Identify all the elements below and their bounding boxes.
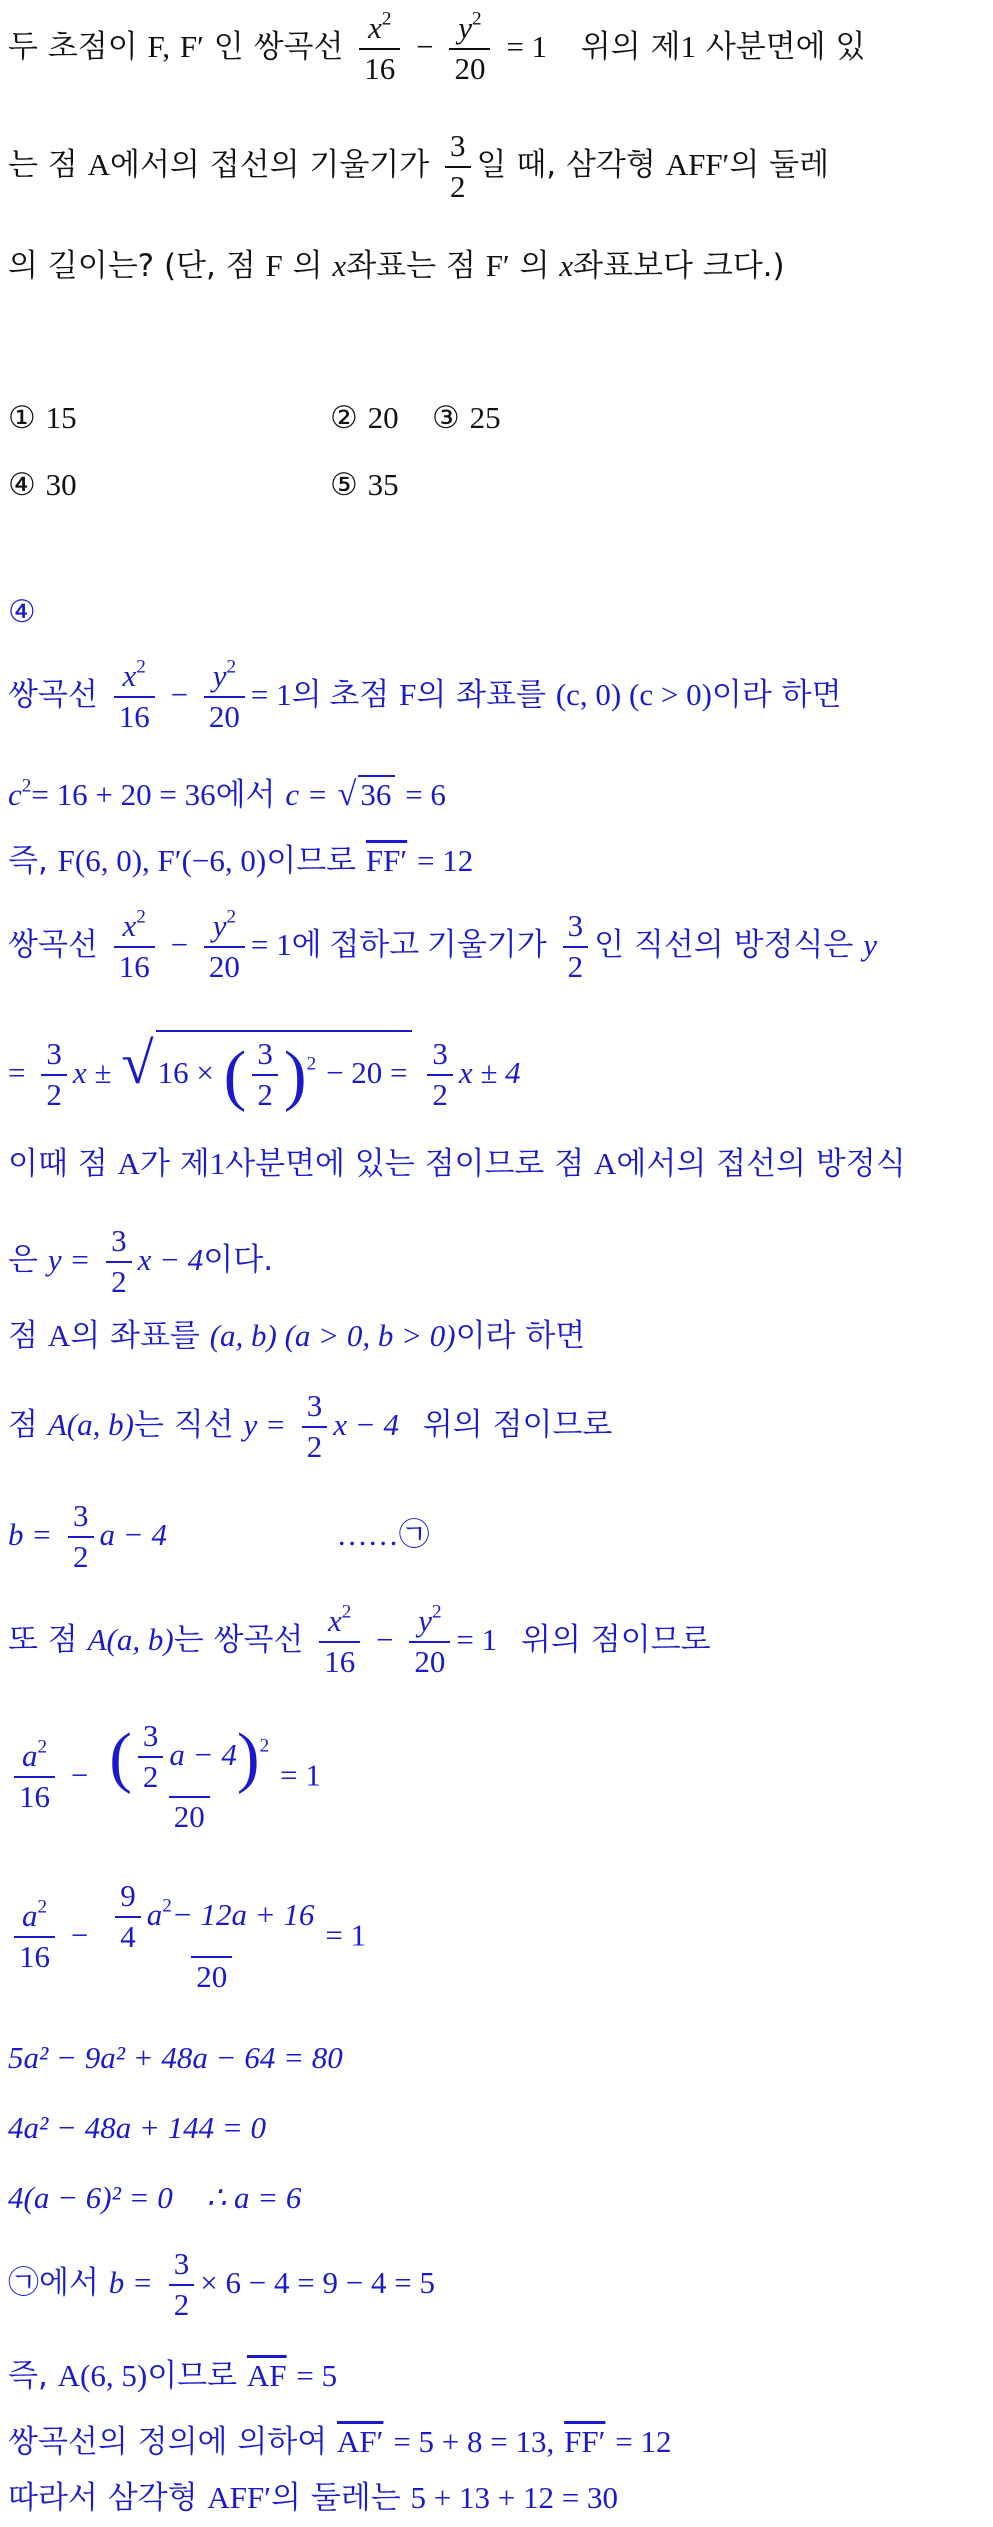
fraction (115, 1880, 141, 1953)
fraction: ( $\frac{3}{2}$ a − 4)$^2$ 20 (109, 1718, 270, 1835)
problem-text: 의 길이는? (단, 점 (8, 248, 256, 284)
choice-marker: ② (330, 400, 358, 436)
math-exp: 2 (37, 1896, 48, 1918)
fraction (445, 130, 471, 203)
math-text: F (399, 677, 417, 713)
math-num: 2 (302, 1426, 328, 1464)
math-text: A (117, 1146, 140, 1181)
math-num: 16 (319, 1641, 360, 1679)
fraction (41, 1038, 67, 1111)
math-num: 3 (173, 2246, 190, 2281)
solution-line-20 (8, 2482, 618, 2514)
choice-5[interactable] (330, 467, 399, 503)
math-text: b = (108, 2265, 153, 2301)
solution-text: 는 직선 (133, 1407, 234, 1444)
math-var: a (21, 1898, 38, 1934)
math-text: = 16 + 20 = 36 (31, 777, 216, 812)
fraction (252, 1038, 278, 1111)
solution-text: 이라 하면 (711, 677, 842, 714)
solution-text: 이때 점 (8, 1146, 108, 1182)
fraction (104, 1880, 319, 1994)
math-text: a − 4 (169, 1737, 237, 1773)
math-text: x ± 4 (458, 1055, 521, 1091)
math-exp: 2 (136, 656, 146, 678)
math-num: 3 (567, 908, 584, 943)
math-exp: 2 (431, 1601, 442, 1623)
problem-text: 두 초점이 (8, 29, 138, 66)
solution-text: 쌍곡선 (8, 677, 98, 714)
math-num: 2 (563, 946, 589, 984)
math-text: A (87, 147, 110, 183)
math-num: 20 (204, 696, 245, 734)
math-exp: 2 (259, 1735, 270, 1757)
solution-line-17 (8, 2248, 435, 2321)
solution-text: 따라서 삼각형 (8, 2480, 198, 2516)
problem-text: 는 점 (8, 147, 78, 184)
choice-value: 20 (367, 400, 399, 435)
math-exp: 2 (306, 1053, 317, 1075)
problem-text: 좌표는 점 (346, 248, 476, 284)
math-num: 3 (142, 1718, 159, 1753)
problem-text: 사분면에 있 (705, 29, 866, 66)
problem-text: 위의 제 (580, 29, 681, 66)
math-text: F (147, 29, 163, 65)
solution-text: 위의 점이므로 (521, 1622, 711, 1659)
solution-text: = 1에 접하고 기울기가 (250, 927, 547, 963)
math-exp: 2 (37, 1736, 48, 1758)
math-text: b = (8, 1517, 53, 1553)
fraction (427, 1038, 453, 1111)
choice-value: 30 (45, 467, 77, 502)
solution-text: 인 직선의 방정식은 (594, 927, 854, 964)
math-var: y (212, 908, 227, 943)
solution-text: 가 제 (139, 1146, 210, 1182)
math-var: y (418, 1603, 432, 1638)
solution-line-10 (8, 1500, 430, 1573)
sqrt-content: 16 × (157, 1055, 214, 1091)
math-text: F′ (485, 248, 510, 283)
problem-line-2 (8, 130, 829, 203)
math-text: = 6 (405, 777, 446, 812)
math-text: = 5 + 8 = 13, (393, 2424, 555, 2459)
choice-marker: ③ (432, 400, 460, 436)
math-text: − 12a + 16 (171, 1897, 315, 1933)
solution-line-8 (8, 1320, 585, 1352)
solution-line-11: 또 점 A(a, b)는 쌍곡선 $\frac{x^2}{16}$ − $\frac{y^2}{20}$ = 1 위의 점이므로 (8, 1601, 711, 1679)
math-exp: 2 (226, 906, 237, 928)
math-text: , (162, 29, 171, 65)
solution-text: 쌍곡선 (8, 927, 98, 964)
math-text: A (47, 1318, 71, 1353)
solution-text: 점 (8, 1407, 38, 1444)
math-text: = 1 (506, 29, 548, 65)
math-text: = (8, 1055, 26, 1091)
problem-text: 의 (519, 248, 550, 284)
choice-marker: ① (8, 400, 36, 436)
math-num: 16 (114, 696, 155, 734)
solution-line-3 (8, 845, 473, 877)
math-exp: 2 (472, 8, 482, 30)
equation-marker: ㉠ (8, 2265, 39, 2302)
fraction (563, 910, 589, 983)
math-num: 3 (46, 1036, 62, 1071)
math-num: 2 (427, 1074, 453, 1112)
math-num: 16 (14, 1936, 55, 1974)
math-exp: 2 (381, 8, 392, 30)
fraction (204, 906, 245, 984)
choice-value: 35 (367, 467, 399, 502)
math-text: F′ (179, 29, 204, 65)
solution-text: 의 좌표를 (70, 1318, 200, 1354)
math-text: y = (243, 1407, 286, 1443)
math-num: 16 (359, 48, 400, 86)
problem-text: 일 때, 삼각형 (476, 147, 656, 184)
math-segment: FF′ (564, 2424, 606, 2459)
solution-text: 에서의 접선의 방정식 (616, 1146, 906, 1182)
equation-marker: ㉠ (398, 1517, 430, 1554)
math-num: 2 (445, 166, 471, 204)
choice-value: 25 (469, 400, 501, 435)
math-num: 3 (257, 1036, 273, 1071)
math-var: y (458, 10, 473, 45)
sqrt-content: 36 (358, 775, 395, 810)
math-exp: 2 (136, 906, 146, 928)
fraction (449, 8, 490, 86)
solution-line-4: 쌍곡선 $\frac{x^2}{16}$ − $\frac{y^2}{20}$ = 1에 접하고 기울기가 $\frac{3}{2}$ 인 직선의 방정식은 y (8, 906, 877, 984)
solution-text: 에서 (39, 2265, 99, 2302)
math-num: 9 (120, 1878, 136, 1913)
solution-line-7 (8, 1225, 273, 1298)
solution-line-19 (8, 2426, 671, 2458)
math-num: 3 (450, 128, 466, 163)
math-num: 16 (14, 1776, 55, 1814)
math-exp: 2 (226, 656, 237, 678)
math-num: 2 (169, 2284, 195, 2322)
math-var: y (212, 658, 227, 693)
math-text: F(6, 0), F′(−6, 0) (57, 843, 267, 878)
math-num: 2 (68, 1536, 94, 1574)
fraction (319, 1601, 360, 1679)
solution-line-18 (8, 2360, 337, 2392)
solution-text: 이라 하면 (455, 1318, 586, 1354)
solution-text: 즉, (8, 2358, 48, 2394)
math-num: 20 (204, 946, 245, 984)
choice-1[interactable] (8, 400, 77, 436)
dots: …… (336, 1517, 399, 1553)
math-text: A(6, 5) (57, 2358, 148, 2393)
math-text: 4(a − 6)² = 0 (8, 2180, 173, 2215)
math-num: 2 (41, 1074, 67, 1112)
math-var: x (559, 248, 574, 283)
solution-line-9 (8, 1390, 612, 1463)
math-text: = 1 (456, 1622, 498, 1658)
solution-text: 또 점 (8, 1622, 78, 1659)
solution-text: 사분면에 있는 점이므로 점 (225, 1146, 585, 1182)
fraction (14, 1736, 55, 1814)
choice-4[interactable] (8, 467, 77, 503)
solution-line-2: $c^2= 16 + 20 = 36$에서 c = √ 36 = 6 (8, 775, 446, 813)
solution-text: 은 (8, 1242, 38, 1279)
solution-line-16 (8, 2182, 301, 2214)
math-text: = 1 (325, 1917, 367, 1953)
problem-line-1: 두 초점이 F, F′ 인 쌍곡선 $\frac{x^2}{16}$ − $\frac{y^2}{20}$ = 1 위의 제1 사분면에 있 (8, 8, 866, 86)
fraction (68, 1500, 94, 1573)
solution-text: 는 쌍곡선 (173, 1622, 304, 1659)
math-var: x (122, 908, 137, 943)
solution-text: 쌍곡선의 정의에 의하여 (8, 2424, 328, 2460)
math-text: − 20 = (326, 1055, 408, 1091)
math-num: 20 (169, 1796, 210, 1834)
math-var: c (8, 777, 22, 812)
math-segment: FF′ (365, 843, 408, 878)
math-text: × 6 − 4 = 9 − 4 = 5 (200, 2265, 435, 2301)
fraction (14, 1896, 55, 1974)
problem-text: 의 둘레 (729, 147, 830, 184)
math-num: 16 (114, 946, 155, 984)
choice-2[interactable] (330, 400, 399, 436)
math-text: = 12 (417, 843, 474, 878)
math-text: F (265, 248, 283, 283)
solution-text: 이므로 (266, 843, 357, 879)
solution-text: 에서 (215, 777, 276, 813)
solution-line-12: $\frac{a^2}{16}$ − ( $\frac{3}{2}$ a − 4)$^2$ 20 = 1 (8, 1720, 321, 1834)
solution-text: 이므로 (147, 2358, 238, 2394)
fraction (409, 1601, 450, 1679)
math-num: 3 (432, 1036, 448, 1071)
math-var: y (863, 927, 877, 963)
solution-text: 점 (8, 1318, 38, 1354)
solution-text: 이다. (203, 1242, 274, 1279)
math-segment: AF′ (337, 2424, 384, 2459)
math-num: 4 (115, 1916, 141, 1954)
math-text: x − 4 (137, 1242, 204, 1278)
math-num: 2 (252, 1074, 278, 1112)
math-text: 5 + 13 + 12 = 30 (410, 2480, 618, 2515)
solution-line-6 (8, 1148, 906, 1180)
fraction (138, 1720, 164, 1793)
solution-text: 의 둘레는 (271, 2480, 401, 2516)
math-var: x (328, 1603, 342, 1638)
answer-mark: ④ (8, 594, 36, 630)
math-text: A (594, 1146, 617, 1181)
math-text: ∴ a = 6 (206, 2180, 302, 2215)
math-text: (c, 0) (c > 0) (555, 677, 712, 713)
fraction (114, 656, 155, 734)
problem-text: 의 (292, 248, 323, 284)
math-segment: $\overline{AF}$ (246, 2358, 287, 2393)
math-exp: 2 (162, 1895, 172, 1917)
solution-line-1: 쌍곡선 $\frac{x^2}{16}$ − $\frac{y^2}{20}$ = 1의 초점 F의 좌표를 (c, 0) (c > 0)이라 하면 (8, 656, 842, 734)
solution-text: 즉, (8, 843, 48, 879)
math-num: 2 (138, 1756, 164, 1794)
math-text: 1 (680, 29, 696, 65)
math-exp: 2 (341, 1601, 352, 1623)
math-text: 1 (209, 1146, 226, 1181)
solution-line-15: 4a² − 48a + 144 = 0 (8, 2110, 267, 2145)
math-text: (a, b) (a > 0, b > 0) (209, 1318, 456, 1353)
choice-marker: ⑤ (330, 467, 358, 503)
math-var: x (368, 10, 382, 45)
math-num: 20 (449, 48, 490, 86)
problem-text: 에서의 접선의 기울기가 (110, 147, 430, 184)
math-num: 20 (409, 1641, 450, 1679)
fraction (204, 656, 245, 734)
math-text: = 12 (615, 2424, 672, 2459)
math-num: 3 (306, 1388, 323, 1423)
fraction (302, 1390, 328, 1463)
fraction (169, 2248, 195, 2321)
problem-text: 좌표보다 크다.) (573, 248, 785, 284)
fraction (106, 1225, 132, 1298)
fraction (359, 8, 400, 86)
solution-line-14: 5a² − 9a² + 48a − 64 = 80 (8, 2040, 343, 2075)
math-text: AFF′ (207, 2480, 272, 2515)
solution-text: 의 좌표를 (416, 677, 546, 714)
math-var: a (21, 1738, 38, 1774)
solution-line-5: = $\frac{3}{2}$ x ± √ 16 × ( $\frac{3}{2}$ )$^2$ − 20 = $\frac{3}{2}$ x ± 4 (8, 1031, 521, 1113)
math-text: c = (285, 777, 328, 812)
math-text: AFF′ (665, 147, 730, 183)
math-num: 2 (106, 1261, 132, 1299)
math-var: a (146, 1897, 163, 1933)
math-text: y = (47, 1242, 91, 1278)
math-text: = 5 (296, 2358, 338, 2393)
math-text: A(a, b) (47, 1407, 134, 1443)
choice-marker: ④ (8, 467, 36, 503)
solution-text: 위의 점이므로 (422, 1407, 613, 1444)
choice-3[interactable] (432, 400, 501, 436)
math-text: a − 4 (99, 1517, 167, 1553)
choice-value: 15 (45, 400, 77, 435)
math-num: 20 (191, 1956, 232, 1994)
math-num: 3 (111, 1223, 127, 1258)
math-text: = 1 (280, 1757, 321, 1793)
math-exp: 2 (21, 775, 32, 797)
solution-text: = 1의 초점 (250, 677, 390, 713)
math-text: x − 4 (333, 1407, 399, 1443)
solution-line-13: $\frac{a^2}{16}$ − $\frac{9}{4}$ $a^2- 12a + 16$ 20 = 1 (8, 1880, 366, 1994)
problem-text: 인 쌍곡선 (213, 29, 344, 66)
math-num: 3 (73, 1498, 89, 1533)
math-var: x (122, 658, 137, 693)
math-text: x ± (72, 1055, 112, 1091)
problem-line-3 (8, 250, 785, 282)
math-text: A(a, b) (87, 1622, 174, 1658)
fraction (114, 906, 155, 984)
math-var: x (332, 248, 347, 283)
